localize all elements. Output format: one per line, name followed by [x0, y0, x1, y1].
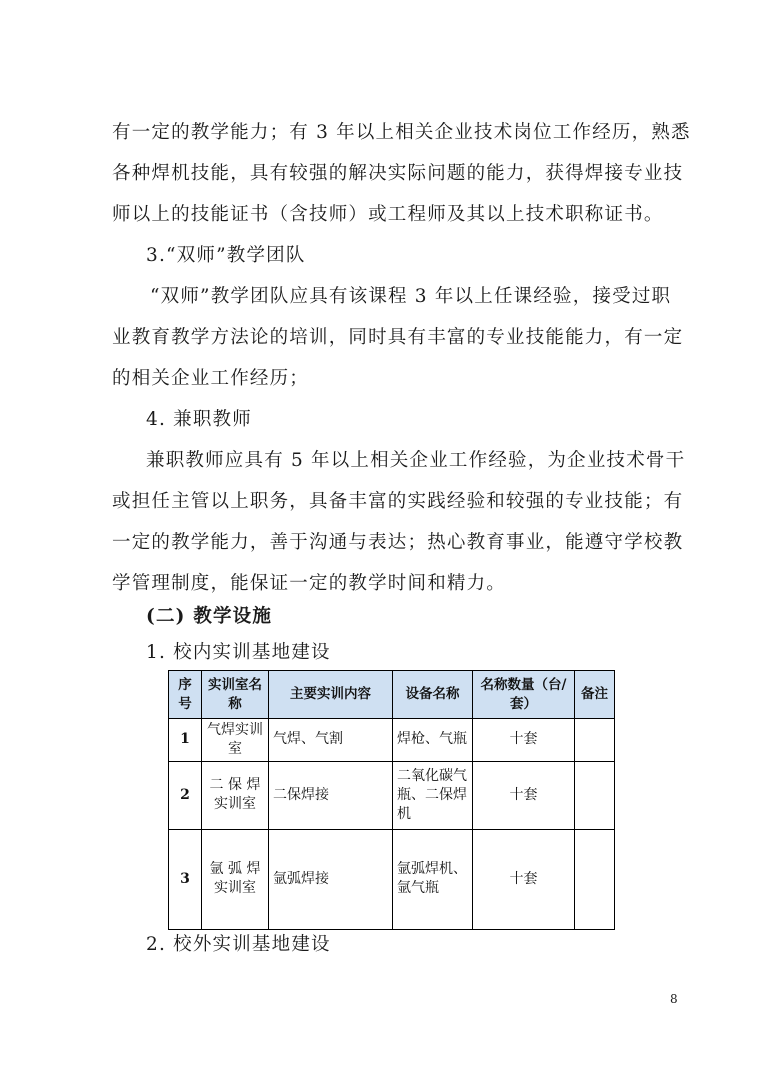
paragraph-line: 业教育教学方法论的培训，同时具有丰富的专业技能能力，有一定: [112, 327, 684, 348]
paragraph-line: 的相关企业工作经历；: [112, 368, 310, 389]
paragraph-line: 或担任主管以上职务，具备丰富的实践经验和较强的专业技能；有: [112, 491, 684, 512]
cell-no: 1: [169, 719, 202, 762]
cell-no: 3: [169, 829, 202, 929]
facilities-table: [168, 670, 615, 930]
cell-equipment: 二氧化碳气瓶、二保焊机: [393, 761, 473, 829]
header-equipment: 设备名称: [393, 671, 473, 719]
subheading-off-campus-base: 2. 校外实训基地建设: [146, 934, 331, 955]
cell-content: 氩弧焊接: [269, 829, 393, 929]
cell-note: [575, 719, 615, 762]
cell-content: 气焊、气割: [269, 719, 393, 762]
header-content: 主要实训内容: [269, 671, 393, 719]
subheading-on-campus-base: 1. 校内实训基地建设: [146, 642, 331, 663]
header-note: 备注: [575, 671, 615, 719]
cell-content: 二保焊接: [269, 761, 393, 829]
header-room: 实训室名称: [202, 671, 269, 719]
paragraph-line: 兼职教师应具有 5 年以上相关企业工作经验，为企业技术骨干: [146, 450, 686, 471]
table-row: [169, 719, 615, 762]
cell-no: 2: [169, 761, 202, 829]
cell-note: [575, 829, 615, 929]
paragraph-line: 学管理制度，能保证一定的教学时间和精力。: [112, 573, 507, 594]
table-row: [169, 829, 615, 929]
header-no: 序号: [169, 671, 202, 719]
paragraph-line: “双师”教学团队应具有该课程 3 年以上任课经验，接受过职: [150, 286, 672, 307]
cell-qty: 十套: [473, 761, 575, 829]
cell-equipment: 氩弧焊机、氩气瓶: [393, 829, 473, 929]
cell-qty: 十套: [473, 829, 575, 929]
cell-room: 二 保 焊实训室: [202, 761, 269, 829]
header-qty: 名称数量（台/套）: [473, 671, 575, 719]
paragraph-line: 有一定的教学能力；有 3 年以上相关企业技术岗位工作经历，熟悉: [112, 122, 691, 143]
cell-room: 气焊实训室: [202, 719, 269, 762]
heading-part-time-teachers: 4. 兼职教师: [146, 409, 252, 430]
cell-equipment: 焊枪、气瓶: [393, 719, 473, 762]
paragraph-line: 各种焊机技能，具有较强的解决实际问题的能力，获得焊接专业技: [112, 163, 684, 184]
table-header-row: [169, 671, 615, 719]
page-number: 8: [670, 992, 678, 1006]
heading-dual-teacher-team: 3.“双师”教学团队: [146, 245, 306, 266]
cell-qty: 十套: [473, 719, 575, 762]
paragraph-line: 师以上的技能证书（含技师）或工程师及其以上技术职称证书。: [112, 204, 664, 225]
cell-note: [575, 761, 615, 829]
table-row: [169, 761, 615, 829]
paragraph-line: 一定的教学能力，善于沟通与表达；热心教育事业，能遵守学校教: [112, 532, 684, 553]
cell-room: 氩 弧 焊实训室: [202, 829, 269, 929]
section-heading-teaching-facilities: (二) 教学设施: [146, 606, 273, 627]
